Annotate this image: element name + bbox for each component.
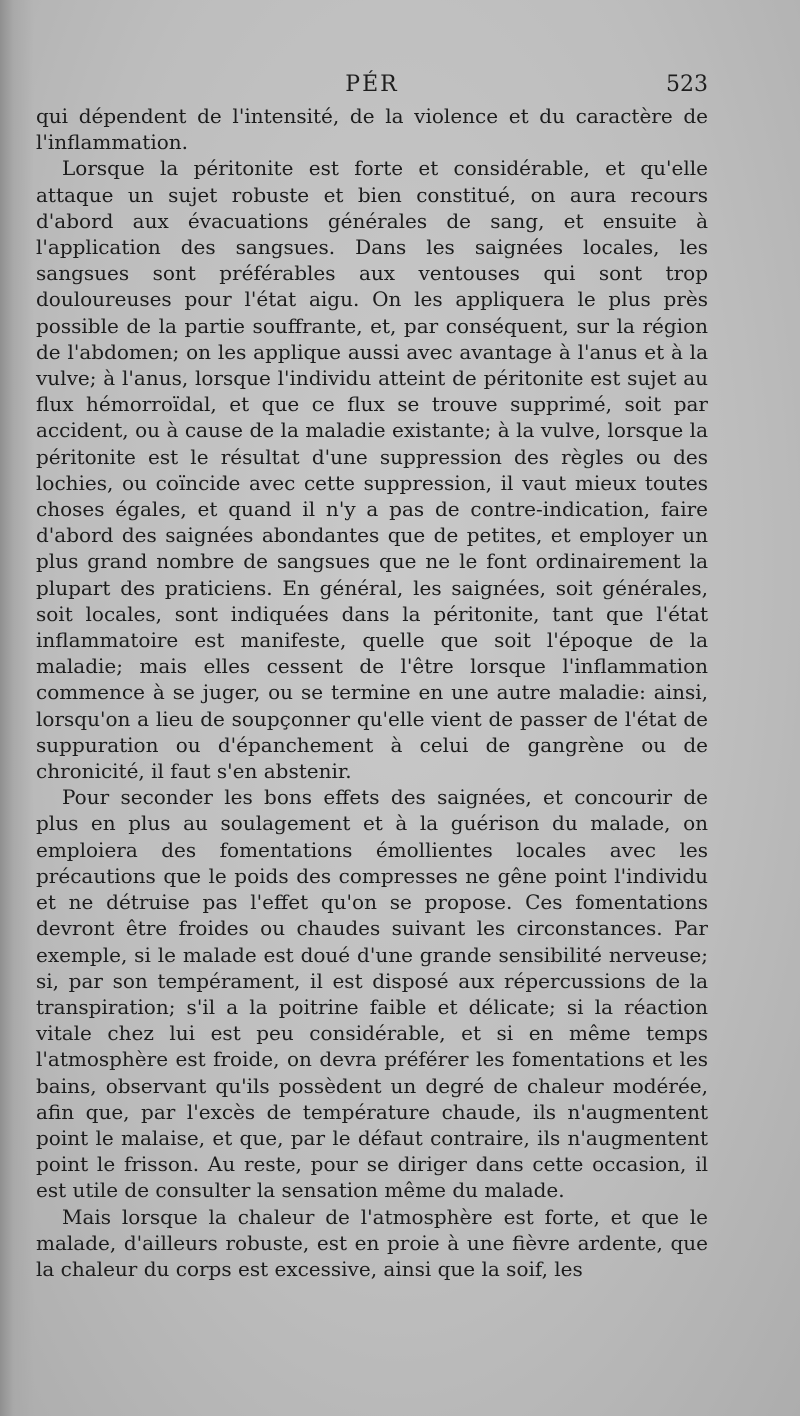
page-header [36,72,708,104]
paragraph-continuation: qui dépendent de l'intensité, de la violence et du caractère de l'inflammation. [36,104,708,155]
page-number: 523 [666,72,708,97]
paragraph-saignees: Lorsque la péritonite est forte et considérable, et qu'elle attaque un sujet robuste et bien constitué, on aura recours d'abord aux évacuations générales de sang, et ensuite à l'application des sangsues. Dans les saignées locales, les sangsues sont préférables aux ventouses qui sont trop douloureuses pour l'état aigu. On les appliquera le plus près possible de la partie souffrante, et, par conséquent, sur la région de l'abdomen; on les applique aussi avec avantage à l'anus et à la vulve; à l'anus, lorsque l'individu atteint de péritonite est sujet au flux hémorroïdal, et que ce flux se trouve supprimé, soit par accident, ou à cause de la maladie existante; à la vulve, lorsque la péritonite est le résultat d'une suppression des règles ou des lochies, ou coïncide avec cette suppression, il vaut mieux toutes choses égales, et quand il n'y a pas de contre-indication, faire d'abord des saignées abondantes que de petites, et employer un plus grand nombre de sangsues que ne le font ordinairement la plupart des praticiens. En général, les saignées, soit générales, soit locales, sont indiquées dans la péritonite, tant que l'état inflammatoire est manifeste, quelle que soit l'époque de la maladie; mais elles cessent de l'être lorsque l'inflammation commence à se juger, ou se termine en une autre maladie: ainsi, lorsqu'on a lieu de soupçonner qu'elle vient de passer de l'état de suppuration ou d'épanchement à celui de gangrène ou de chronicité, il faut s'en abstenir. [36,156,708,784]
running-head: PÉR [345,72,399,97]
paragraph-fomentations: Pour seconder les bons effets des saignées, et concourir de plus en plus au soulagement et à la guérison du malade, on emploiera des fomentations émollientes locales avec les précautions que le poids des compresses ne gêne point l'individu et ne détruise pas l'effet qu'on se propose. Ces fomentations devront être froides ou chaudes suivant les circonstances. Par exemple, si le malade est doué d'une grande sensibilité nerveuse; si, par son tempérament, il est disposé aux répercussions de la transpiration; s'il a la poitrine faible et délicate; si la réaction vitale chez lui est peu considérable, et si en même temps l'atmosphère est froide, on devra préférer les fomentations et les bains, observant qu'ils possèdent un degré de chaleur modérée, afin que, par l'excès de température chaude, ils n'augmentent point le malaise, et que, par le défaut contraire, ils n'augmentent point le frisson. Au reste, pour se diriger dans cette occasion, il est utile de consulter la sensation même du malade. [36,785,708,1203]
body-text [36,103,708,1282]
paragraph-chaleur: Mais lorsque la chaleur de l'atmosphère est forte, et que le malade, d'ailleurs robuste, est en proie à une fièvre ardente, que la chaleur du corps est excessive, ainsi que la soif, les [36,1204,708,1281]
page-binding-shadow [0,0,34,1416]
